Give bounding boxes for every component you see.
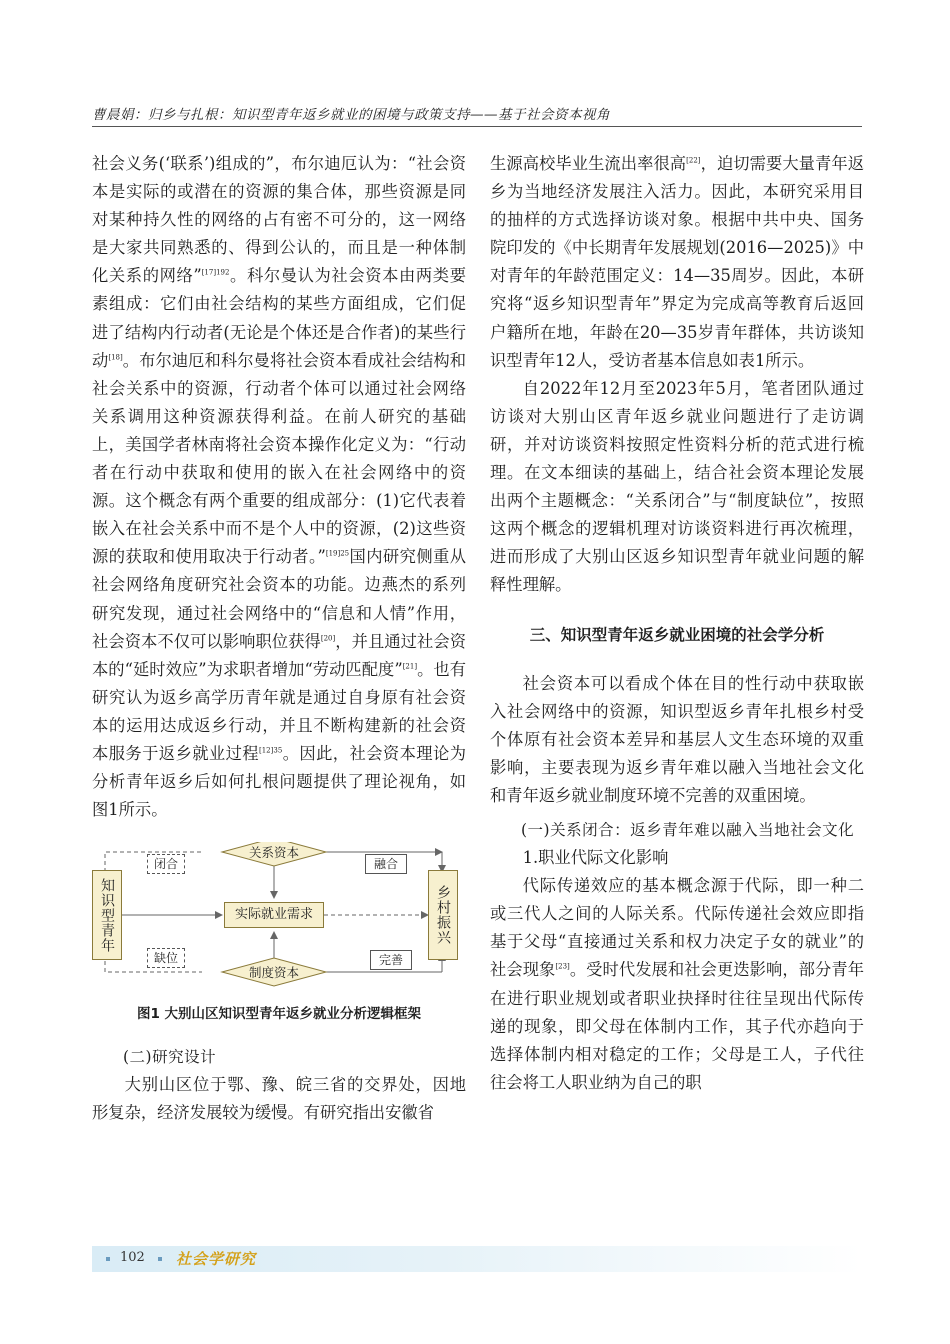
left-paragraph-2: 大别山区位于鄂、豫、皖三省的交界处，因地形复杂，经济发展较为缓慢。有研究指出安徽省 (92, 1075, 466, 1123)
running-header: 曹晨娟：归乡与扎根：知识型青年返乡就业的困境与政策支持——基于社会资本视角 (92, 107, 610, 123)
right-paragraph-4: 代际传递效应的基本概念源于代际，即一种二或三代人之间的人际关系。代际传递社会效应即指基于父母“直接通过关系和权力决定子女的就业”的社会现象[23]。受时代发展和社会更迭影响，部分青年在进行职业规划或者职业抉择时往往呈现出代际传递的现象，即父母在体制内工作，其子代亦趋向于选择体制内相对稳定的工作；父母是工人，子代往往会将工人职业纳为自己的职 (490, 876, 864, 1092)
rural-revitalization-box: 乡村振兴 (428, 870, 458, 960)
footer-marker (158, 1257, 162, 1261)
citation: [18] (108, 353, 123, 362)
footer-band (92, 1246, 862, 1272)
figure-1-framework (92, 842, 466, 997)
actual-employment-need-box: 实际就业需求 (224, 902, 324, 928)
citation: [22] (686, 156, 701, 165)
absence-tag: 缺位 (147, 948, 185, 968)
citation: [17]192 (201, 268, 230, 277)
knowledge-youth-box: 知识型青年 (92, 870, 122, 960)
subsubsection-title: 1.职业代际文化影响 (522, 848, 669, 868)
citation: [20] (320, 634, 336, 643)
subsection-research-design: (二)研究设计 (123, 1048, 217, 1067)
relational-capital-label: 关系资本 (248, 845, 299, 861)
journal-name: 社会学研究 (176, 1250, 257, 1268)
figure-caption: 图1 大别山区知识型青年返乡就业分析逻辑框架 (136, 1006, 422, 1023)
right-paragraph-2: 自2022年12月至2023年5月，笔者团队通过访谈对大别山区青年返乡就业问题进行了走访调研，并对访谈资料按照定性资料分析的范式进行梳理。在文本细读的基础上，结合社会资本理论发展出两个主题概念：“关系闭合”与“制度缺位”，按照这两个概念的逻辑机理对访谈资料进行再次梳理，进而形成了大别山区返乡知识型青年就业问题的解释性理解。 (490, 378, 864, 595)
right-column (490, 150, 864, 1097)
section-title: 三、知识型青年返乡就业困境的社会学分析 (529, 625, 825, 644)
right-paragraph-3: 社会资本可以看成个体在目的性行动中获取嵌入社会网络中的资源，知识型返乡青年扎根乡村受个体原有社会资本差异和基层人文生态环境的双重影响，主要表现为返乡青年难以融入当地社会文化和青年返乡就业制度环境不完善的双重困境。 (490, 673, 864, 805)
citation: [12]35 (259, 746, 283, 755)
institutional-capital-label: 制度资本 (248, 965, 299, 981)
closure-tag: 闭合 (147, 854, 185, 874)
integration-tag: 融合 (365, 854, 407, 874)
left-column (92, 150, 466, 1128)
left-paragraph-1: 社会义务(‘联系’)组成的”，布尔迪厄认为：“社会资本是实际的或潜在的资源的集合体，那些资源是同对某种持久性的网络的占有密不可分的，这一网络是大家共同熟悉的、得到公认的，而且是一种体制化关系的网络”$^{[17]192}$。科尔曼认为社会资本由两类要素组成：它们由社会结构的某些方面组成，它们促进了结构内行动者(无论是个体还是合作者)的某些行动[18]。布尔迪厄和科尔曼将社会资本看成社会结构和社会关系中的资源，行动者个体可以通过社会网络关系调用这种资源获得利益。在前人研究的基础上，美国学者林南将社会资本操作化定义为：“行动者在行动中获取和使用的嵌入在社会网络中的资源。这个概念有两个重要的组成部分：(1)它代表着嵌入在社会关系中而不是个人中的资源，(2)这些资源的获取和使用取决于行动者。”$^{[19]25}$国内研究侧重从社会网络角度研究社会资本的功能。边燕杰的系列研究发现，通过社会网络中的“信息和人情”作用，社会资本不仅可以影响职位获得[20]，并且通过社会资本的“延时效应”为求职者增加“劳动匹配度”[21]。也有研究认为返乡高学历青年就是通过自身原有社会资本的运用达成返乡行动，并且不断构建新的社会资本服务于返乡就业过程$^{[12]35}$。因此，社会资本理论为分析青年返乡后如何扎根问题提供了理论视角，如图1所示。 (92, 154, 466, 820)
page-number: 102 (120, 1250, 145, 1265)
footer-marker (106, 1257, 110, 1261)
improvement-tag: 完善 (370, 950, 412, 970)
right-paragraph-1: 生源高校毕业生流出率很高[22]，迫切需要大量青年返乡为当地经济发展注入活力。因此，本研究采用目的抽样的方式选择访谈对象。根据中共中央、国务院印发的《中长期青年发展规划(2016—2025)》中对青年的年龄范围定义：14—35周岁。因此，本研究将“返乡知识型青年”界定为完成高等教育后返回户籍所在地，年龄在20—35岁青年群体，共访谈知识型青年12人，受访者基本信息如表1所示。 (490, 154, 864, 370)
subsection-relational-closure: (一)关系闭合：返乡青年难以融入当地社会文化 (521, 820, 855, 839)
citation: [19]25 (325, 549, 350, 558)
header-rule (92, 126, 862, 127)
citation: [23] (555, 963, 570, 972)
citation: [21] (402, 662, 418, 671)
